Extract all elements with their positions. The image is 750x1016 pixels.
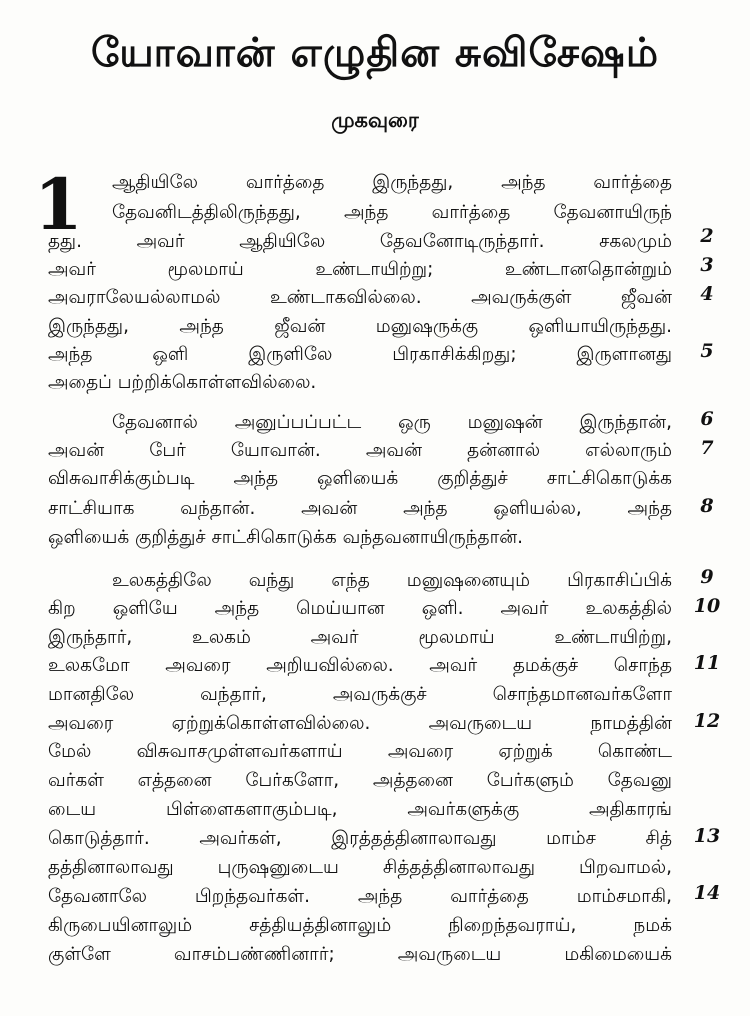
text-line: அவராலேயல்லாமல் உண்டாகவில்லை. அவருக்குள் ஜீவன் bbox=[48, 287, 672, 308]
verse-number: 10 bbox=[693, 595, 721, 617]
text-line: அதைப் பற்றிக்கொள்ளவில்லை. bbox=[48, 372, 317, 393]
text-line: மானதிலே வந்தார், அவருக்குச் சொந்தமானவர்களோ bbox=[48, 684, 672, 705]
chapter-number: 1 bbox=[34, 163, 83, 246]
text-line: கிற ஒளியே அந்த மெய்யான ஒளி. அவர் உலகத்தில் bbox=[48, 598, 672, 619]
text-line: தது. அவர் ஆதியிலே தேவனோடிருந்தார். சகலமும் bbox=[48, 231, 672, 252]
text-line: சாட்சியாக வந்தான். அவன் அந்த ஒளியல்ல, அந்த bbox=[48, 498, 672, 519]
text-line: கொடுத்தார். அவர்கள், இரத்தத்தினாலாவது மாம்ச சித் bbox=[48, 828, 672, 849]
text-line: கிருபையினாலும் சத்தியத்தினாலும் நிறைந்தவராய், நமக் bbox=[48, 915, 672, 936]
text-line: மேல் விசுவாசமுள்ளவர்களாய் அவரை ஏற்றுக் கொண்ட bbox=[48, 741, 672, 762]
verse-number: 9 bbox=[700, 566, 714, 588]
verse-number: 4 bbox=[700, 283, 714, 305]
text-line: தேவனால் அனுப்பப்பட்ட ஒரு மனுஷன் இருந்தான், bbox=[112, 412, 672, 433]
text-line: இருந்தார், உலகம் அவர் மூலமாய் உண்டாயிற்று, bbox=[48, 627, 672, 648]
text-line: உலகத்திலே வந்து எந்த மனுஷனையும் பிரகாசிப்பிக் bbox=[112, 570, 672, 591]
verse-number: 13 bbox=[693, 825, 721, 847]
text-line: குள்ளே வாசம்பண்ணினார்; அவருடைய மகிமையைக் bbox=[48, 944, 672, 965]
verse-number: 5 bbox=[700, 340, 714, 362]
text-line: வர்கள் எத்தனை பேர்களோ, அத்தனை பேர்களும் தேவனு bbox=[48, 770, 672, 791]
section-heading: முகவுரை bbox=[331, 108, 419, 132]
verse-number: 7 bbox=[700, 437, 714, 459]
verse-number: 8 bbox=[700, 495, 714, 517]
text-line: அவரை ஏற்றுக்கொள்ளவில்லை. அவருடைய நாமத்தின் bbox=[48, 713, 672, 734]
text-line: ஆதியிலே வார்த்தை இருந்தது, அந்த வார்த்தை bbox=[112, 172, 672, 193]
text-line: தேவனாலே பிறந்தவர்கள். அந்த வார்த்தை மாம்சமாகி, bbox=[48, 886, 672, 907]
verse-number: 11 bbox=[693, 652, 721, 674]
verse-number: 2 bbox=[700, 225, 714, 247]
text-line: அவன் பேர் யோவான். அவன் தன்னால் எல்லாரும் bbox=[48, 440, 672, 461]
text-line: தத்தினாலாவது புருஷனுடைய சித்தத்தினாலாவது பிறவாமல், bbox=[48, 857, 672, 878]
verse-number: 14 bbox=[693, 882, 721, 904]
text-line: தேவனிடத்திலிருந்தது, அந்த வார்த்தை தேவனாயிருந் bbox=[112, 202, 672, 223]
verse-number: 6 bbox=[700, 408, 714, 430]
text-line: ஒளியைக் குறித்துச் சாட்சிகொடுக்க வந்தவனாயிருந்தான். bbox=[48, 527, 524, 548]
text-line: உலகமோ அவரை அறியவில்லை. அவர் தமக்குச் சொந்த bbox=[48, 655, 672, 676]
text-line: அவர் மூலமாய் உண்டாயிற்று; உண்டானதொன்றும் bbox=[48, 259, 672, 280]
book-title: யோவான் எழுதின சுவிசேஷம் bbox=[90, 30, 660, 76]
text-line: இருந்தது, அந்த ஜீவன் மனுஷருக்கு ஒளியாயிருந்தது. bbox=[48, 316, 672, 337]
text-line: விசுவாசிக்கும்படி அந்த ஒளியைக் குறித்துச் சாட்சிகொடுக்க bbox=[48, 468, 672, 489]
text-line: அந்த ஒளி இருளிலே பிரகாசிக்கிறது; இருளானது bbox=[48, 344, 672, 365]
text-line: டைய பிள்ளைகளாகும்படி, அவர்களுக்கு அதிகாரங் bbox=[48, 799, 672, 820]
verse-number: 12 bbox=[693, 710, 721, 732]
verse-number: 3 bbox=[700, 254, 714, 276]
